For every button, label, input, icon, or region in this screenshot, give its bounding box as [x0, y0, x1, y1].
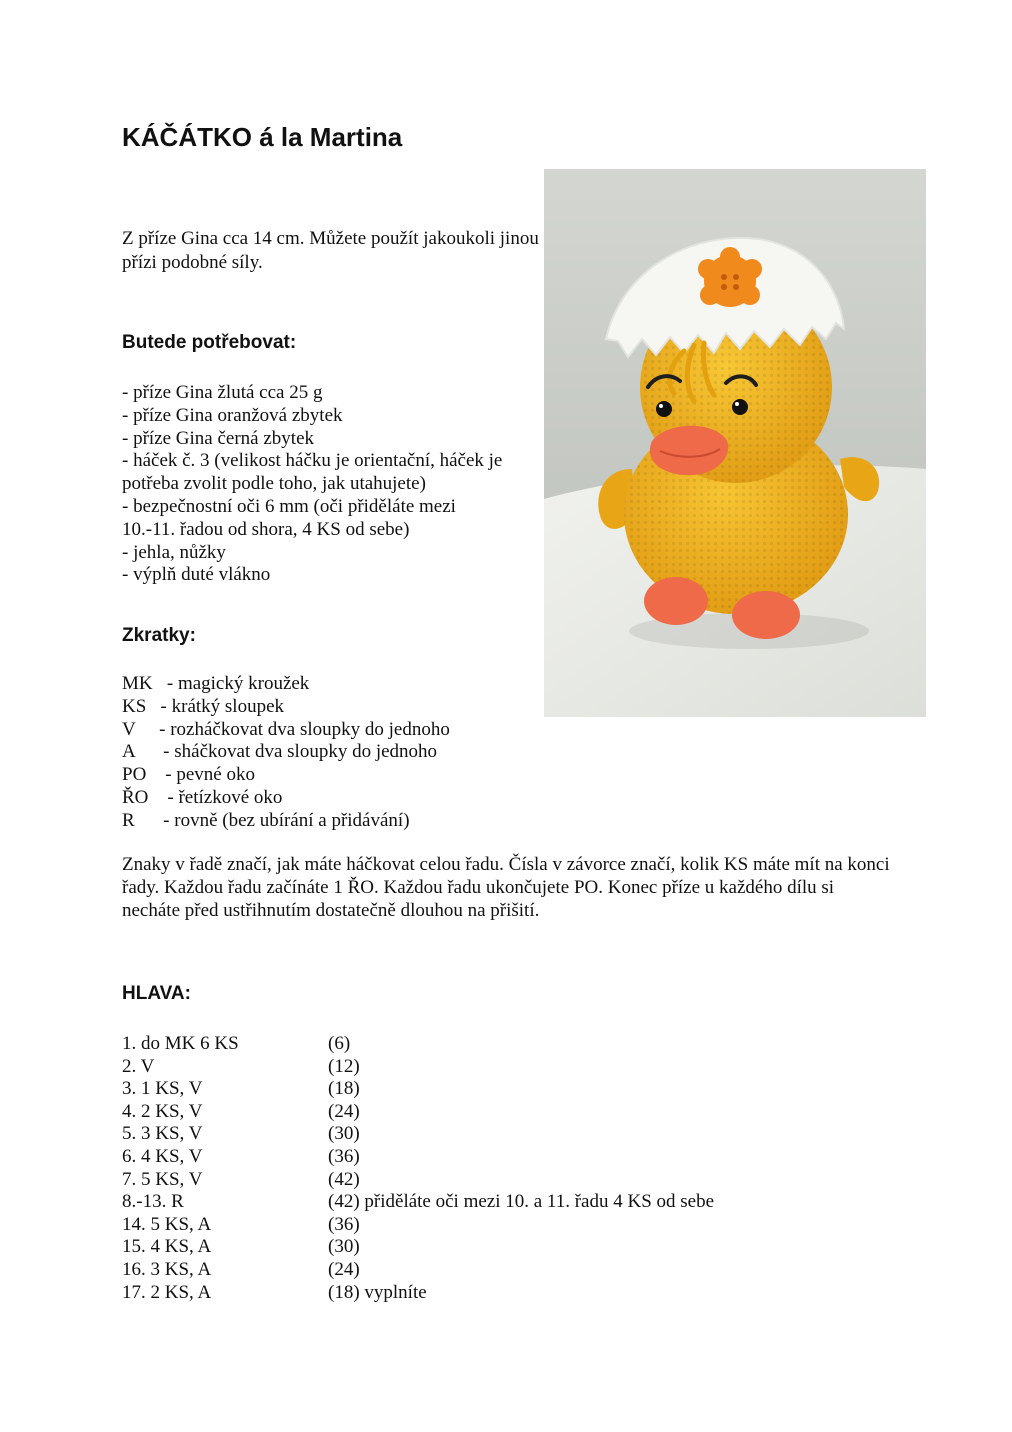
list-item: ŘO - řetízkové oko — [122, 786, 283, 808]
row-count: (30) — [328, 1236, 360, 1258]
eye-highlight — [735, 402, 739, 406]
list-item: potřeba zvolit podle toho, jak utahujete) — [122, 473, 426, 495]
row-step: 4. 2 KS, V — [122, 1100, 203, 1122]
row-count: (42) přiděláte oči mezi 10. a 11. řadu 4 KS od sebe — [328, 1191, 715, 1213]
list-item: - příze Gina oranžová zbytek — [122, 404, 343, 426]
row-step: 17. 2 KS, A — [122, 1281, 212, 1303]
duck-right-foot — [732, 591, 800, 639]
list-item: KS - krátký sloupek — [122, 695, 285, 717]
list-item: V - rozháčkovat dva sloupky do jednoho — [122, 718, 450, 740]
row-step: 15. 4 KS, A — [122, 1236, 212, 1258]
materials-list — [122, 382, 502, 587]
list-item: - bezpečnostní oči 6 mm (oči přiděláte mezi — [122, 495, 456, 517]
list-item: R - rovně (bez ubírání a přidávání) — [122, 809, 410, 831]
eye-highlight — [659, 404, 663, 408]
row-count: (30) — [328, 1123, 360, 1145]
list-item: - výplň duté vlákno — [122, 564, 271, 586]
list-item: A - sháčkovat dva sloupky do jednoho — [122, 741, 438, 763]
row-step: 3. 1 KS, V — [122, 1078, 203, 1100]
instructions-paragraph: Znaky v řadě značí, jak máte háčkovat celou řadu. Čísla v závorce značí, kolik KS máte mít na konci řady. Každou řadu začínáte 1 ŘO. Každou řadu ukončujete PO. Konec příze u každého dílu si necháte před ustřihnutím dostatečně dlouhou na přišití. — [122, 854, 890, 921]
row-count: (36) — [328, 1145, 360, 1167]
list-item: - jehla, nůžky — [122, 541, 226, 563]
row-count: (6) — [328, 1033, 351, 1054]
intro-text: Z příze Gina cca 14 cm. Můžete použít jakoukoli jinou přízi podobné síly. — [122, 228, 539, 273]
duck-right-eye — [732, 399, 748, 415]
row-step: 1. do MK 6 KS — [122, 1033, 239, 1054]
row-step: 14. 5 KS, A — [122, 1213, 212, 1235]
page-title: KÁČÁTKO á la Martina — [122, 122, 403, 152]
row-step: 2. V — [122, 1055, 155, 1077]
list-item: - příze Gina černá zbytek — [122, 427, 315, 449]
row-step: 5. 3 KS, V — [122, 1123, 203, 1145]
duckling-photo — [544, 169, 926, 717]
abbreviations-list — [122, 673, 450, 833]
row-step: 16. 3 KS, A — [122, 1258, 212, 1280]
materials-heading: Butede potřebovat: — [122, 332, 297, 353]
list-item: - příze Gina žlutá cca 25 g — [122, 382, 323, 403]
row-count: (42) — [328, 1168, 360, 1190]
row-step: 8.-13. R — [122, 1191, 184, 1213]
list-item: - háček č. 3 (velikost háčku je orientační, háček je — [122, 450, 503, 472]
row-count: (36) — [328, 1213, 360, 1235]
head-section-heading: HLAVA: — [122, 983, 191, 1004]
row-count: (24) — [328, 1100, 360, 1122]
row-count: (18) — [328, 1078, 360, 1100]
row-count: (18) vyplníte — [328, 1281, 427, 1303]
row-count: (24) — [328, 1258, 360, 1280]
duck-left-eye — [656, 401, 672, 417]
abbreviations-heading: Zkratky: — [122, 625, 196, 646]
list-item: PO - pevné oko — [122, 764, 255, 786]
list-item: 10.-11. řadou od shora, 4 KS od sebe) — [122, 518, 410, 540]
row-step: 7. 5 KS, V — [122, 1168, 203, 1190]
list-item: MK - magický kroužek — [122, 673, 310, 694]
row-count: (12) — [328, 1055, 360, 1077]
duck-left-foot — [644, 577, 708, 625]
row-step: 6. 4 KS, V — [122, 1145, 203, 1167]
